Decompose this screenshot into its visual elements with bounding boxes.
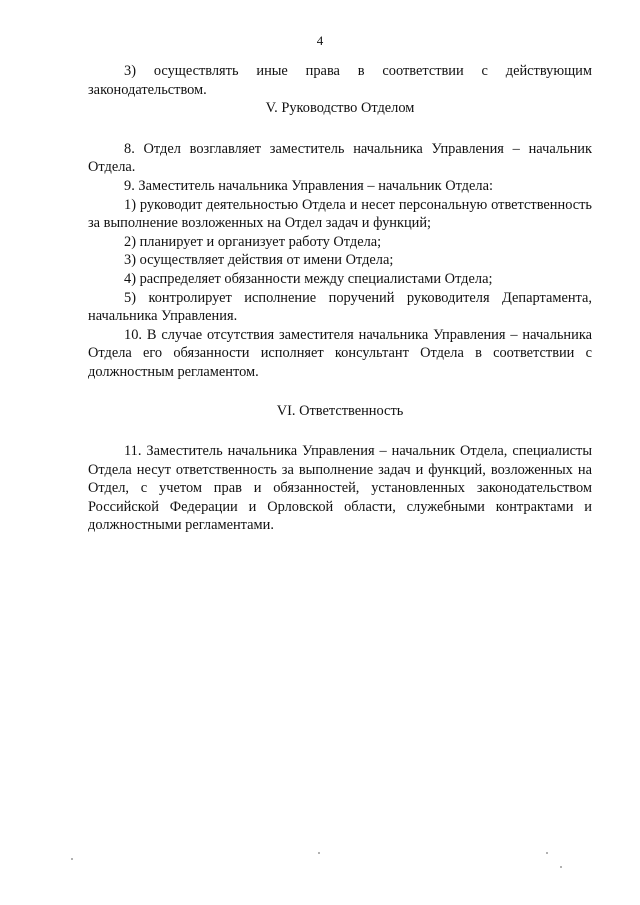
list-item: 2) планирует и организует работу Отдела; [124, 233, 382, 250]
paragraph-10: 10. В случае отсутствия заместителя начальника Управления – начальника Отдела его обязанности исполняет консультант Отдела в соответствии с должностным регламентом. [88, 326, 592, 380]
paragraph-item-3: 3) осуществлять иные права в соответствии с действующим законодательством. [88, 63, 592, 98]
paragraph-8: 8. Отдел возглавляет заместитель начальника Управления – начальник Отдела. [88, 140, 592, 176]
scan-speck [560, 866, 562, 868]
section-heading-v: V. Руководство Отделом [265, 100, 415, 117]
list-item: 4) распределяет обязанности между специалистами Отдела; [124, 270, 493, 287]
scan-speck [546, 852, 548, 854]
list-item: 5) контролирует исполнение поручений руководителя Департамента, начальника Управления. [88, 289, 592, 325]
document-body [88, 62, 592, 535]
scan-speck [71, 858, 73, 860]
paragraph-9: 9. Заместитель начальника Управления – начальник Отдела: [124, 177, 493, 194]
list-item: 3) осуществляет действия от имени Отдела; [124, 252, 394, 269]
paragraph-11: 11. Заместитель начальника Управления – начальник Отдела, специалисты Отдела несут ответственность за выполнение задач и функций, возложенных на Отдел, с учетом прав и обязанностей, установленных законодательством Российской Федерации и Орловской области, служебными контрактами и должностными регламентами. [88, 443, 592, 534]
page-number: 4 [316, 33, 324, 48]
scan-speck [318, 852, 320, 854]
section-heading-vi: VI. Ответственность [276, 402, 404, 419]
list-item: 1) руководит деятельностью Отдела и несет персональную ответственность за выполнение возложенных на Отдел задач и функций; [88, 196, 592, 232]
